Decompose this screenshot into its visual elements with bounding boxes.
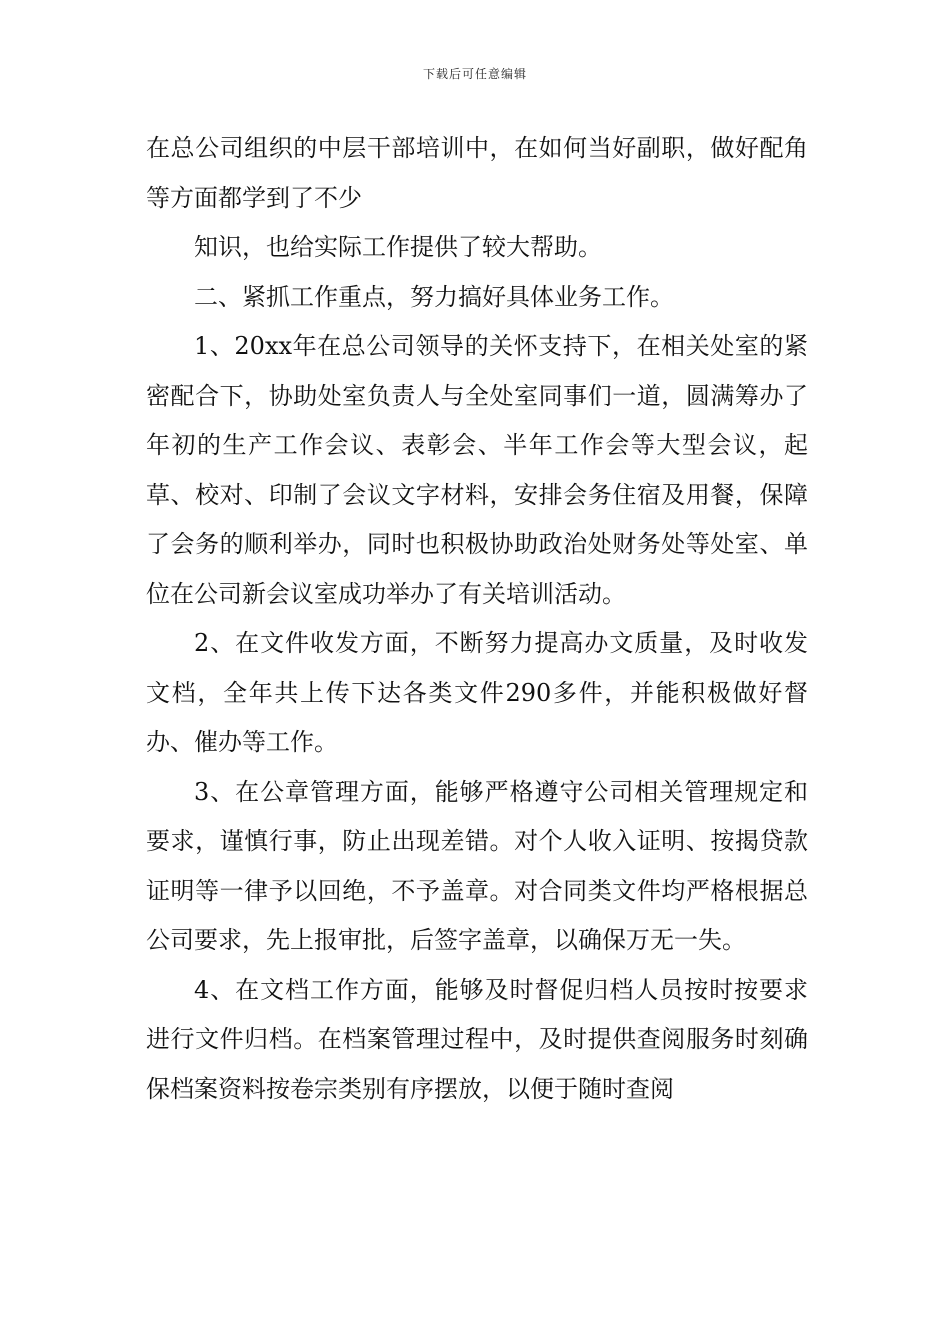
paragraph-4: 1、20xx年在总公司领导的关怀支持下，在相关处室的紧密配合下，协助处室负责人与全处室同事们一道，圆满筹办了年初的生产工作会议、表彰会、半年工作会等大型会议，起草、校对、印制了会议文字材料，安排会务住宿及用餐，保障了会务的顺利举办，同时也积极协助政治处财务处等处室、单位在公司新会议室成功举办了有关培训活动。 [146,332,808,608]
paragraph-6: 3、在公章管理方面，能够严格遵守公司相关管理规定和要求，谨慎行事，防止出现差错。对个人收入证明、按揭贷款证明等一律予以回绝，不予盖章。对合同类文件均严格根据总公司要求，先上报审批，后签字盖章，以确保万无一失。 [146,777,808,954]
paragraph-3: 二、紧抓工作重点，努力搞好具体业务工作。 [194,282,674,311]
document-body [146,124,808,1114]
paragraph-2: 知识，也给实际工作提供了较大帮助。 [194,233,602,261]
paragraph-1: 在总公司组织的中层干部培训中，在如何当好副职，做好配角等方面都学到了不少 [146,134,808,212]
header-note: 下载后可任意编辑 [422,67,527,81]
paragraph-5: 2、在文件收发方面，不断努力提高办文质量，及时收发文档，全年共上传下达各类文件290多件，并能积极做好督办、催办等工作。 [146,629,808,756]
paragraph-7: 4、在文档工作方面，能够及时督促归档人员按时按要求进行文件归档。在档案管理过程中，及时提供查阅服务时刻确保档案资料按卷宗类别有序摆放，以便于随时查阅 [146,975,808,1103]
